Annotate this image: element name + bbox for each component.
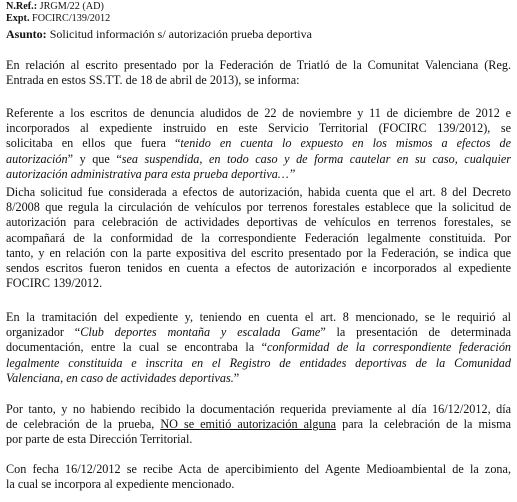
paragraph-line: Referente a los escritos de denuncia aludidos de 22 de noviembre y 11 de diciembre de 2012 e [6,106,511,120]
quoted-text: tenido en cuenta lo expuesto en los mismos a efectos de [180,136,511,151]
paragraph-line: FOCIRC 139/2012. [6,276,103,291]
paragraph-line: tanto, y en relación con la parte expositiva del escrito presentado por la Federación, se indica que [6,245,511,260]
paragraph-line: Con fecha 16/12/2012 se recibe Acta de apercibimiento del Agente Medioambiental de la zona, [6,462,511,476]
paragraph-final [6,462,511,492]
paragraph-line: acompañará de la conformidad de la correspondiente Federación legalmente constituida. Por [6,230,511,245]
quoted-text: sea suspendida, en todo caso y de forma cautelar en su caso, cualquier [121,151,511,166]
quoted-text: legalmente constituida e inscrita en el Registro de entidades deportivas de la Comunidad [6,355,511,370]
text-run: para la celebración de la misma [336,417,511,432]
paragraph-line: por parte de esta Dirección Territorial. [6,432,193,447]
paragraph-intro [6,58,511,88]
text-run: documentación, entre la cual se encontraba la “ [6,340,268,355]
text-run: ” [233,370,240,385]
paragraph-line: Dicha solicitud fue considerada a efectos de autorización, habida cuenta que el art. 8 del Decreto [6,185,511,199]
quoted-text: Valenciana, en caso de actividades deportivas. [6,370,234,385]
paragraph-line: autorización para celebración de actividades deportivas de vehículos en terrenos forestales, se [6,215,511,230]
subject-line [6,27,312,41]
paragraph-line: En relación al escrito presentado por la Federación de Triatló de la Comunitat Valenciana (Reg. [6,58,511,72]
quoted-text: conformidad de la correspondiente federación [267,340,512,355]
text-run: ” la presentación de determinada [320,325,511,340]
expediente-line [6,13,110,25]
paragraph-decree [6,185,511,291]
paragraph-line [6,152,511,167]
paragraph-requirement [6,310,511,386]
paragraph-line: 8/2008 que regula la circulación de vehículos por terrenos forestales establece que la solicitud de [6,200,511,215]
subject-label: Asunto: [6,27,47,41]
text-run: ” y que “ [67,151,122,166]
reference-line [6,1,104,13]
underlined-text: NO se emitió autorización alguna [160,417,337,432]
paragraph-conclusion [6,402,511,448]
paragraph-line: Entrada en estos SS.TT. de 18 de abril de 2013), se informa: [6,73,300,88]
paragraph-line [6,417,511,432]
ref-label: N.Ref.: [6,1,38,12]
paragraph-line [6,371,511,386]
quoted-text: autorización administrativa para esta prueba deportiva…” [6,166,296,181]
paragraph-line: la cual se incorpora al expediente mencionado. [6,477,235,492]
text-run: solicitaba en ellos que fuera “ [6,136,181,151]
paragraph-line [6,340,511,355]
quoted-text: Club deportes montaña y escalada Game [80,325,321,340]
paragraph-line: sendos escritos fueron tenidos en cuenta a efectos de autorización e incorporados al expediente [6,261,511,276]
text-run: organizador “ [6,325,81,340]
paragraph-complaints [6,106,511,182]
paragraph-line: Por tanto, y no habiendo recibido la documentación requerida previamente al día 16/12/2012, día [6,402,511,416]
paragraph-line [6,136,511,151]
quoted-text: autorización [6,151,68,166]
paragraph-line [6,325,511,340]
subject-value: Solicitud información s/ autorización prueba deportiva [49,27,312,41]
paragraph-line [6,167,511,182]
expt-label: Expt. [6,13,30,24]
paragraph-line: incorporados al expediente instruido en este Servicio Territorial (FOCIRC 139/2012), se [6,121,511,136]
ref-value: JRGM/22 (AD) [39,1,104,12]
expt-value: FOCIRC/139/2012 [32,13,111,24]
paragraph-line: En la tramitación del expediente y, teniendo en cuenta el art. 8 mencionado, se le requirió al [6,310,511,324]
paragraph-line [6,356,511,371]
text-run: de celebración de la prueba, [6,417,161,432]
